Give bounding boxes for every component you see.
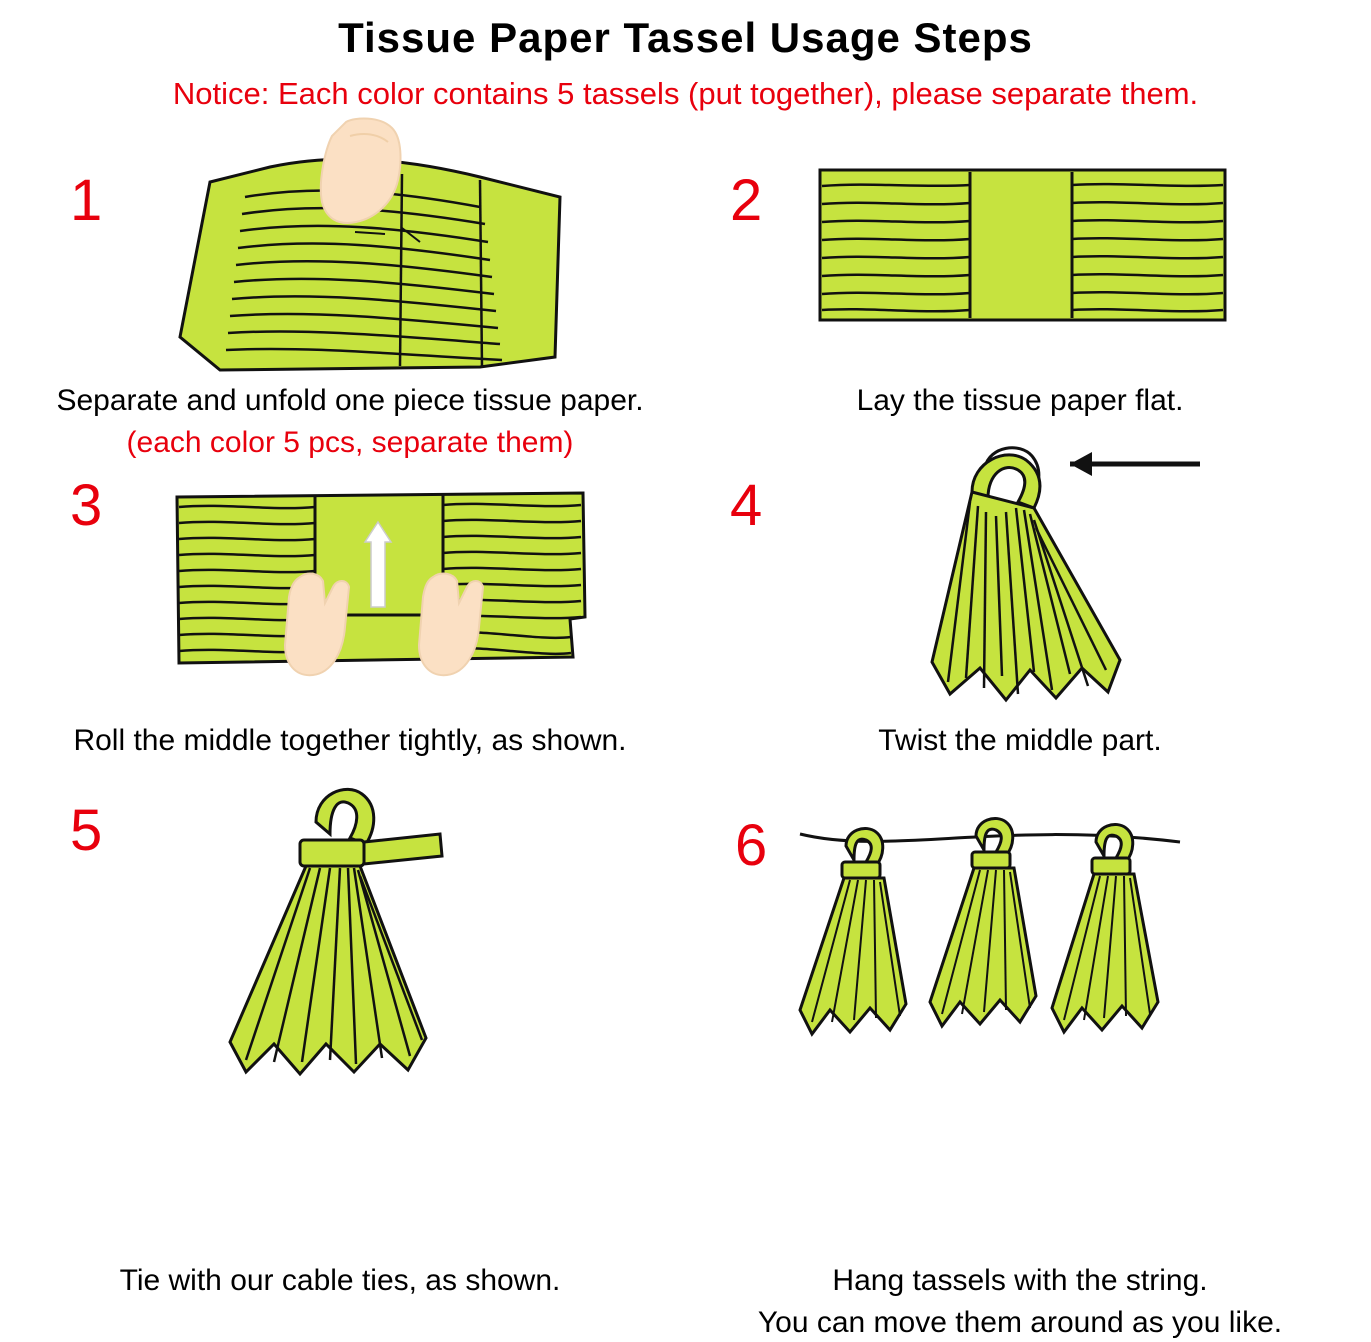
step-illustration-1 <box>150 122 580 382</box>
tassel-3 <box>1052 824 1158 1032</box>
step-illustration-3 <box>165 467 595 727</box>
page-title: Tissue Paper Tassel Usage Steps <box>338 14 1033 61</box>
step-caption-1-sub: (each color 5 pcs, separate them) <box>126 426 574 459</box>
pointer-arrow-icon <box>1070 452 1200 476</box>
step-caption-6-sub: You can move them around as you like. <box>757 1306 1283 1339</box>
step-illustration-4 <box>820 432 1240 722</box>
step-number-5: 5 <box>70 798 103 863</box>
step-illustration-2 <box>810 152 1240 352</box>
step-caption-1: Separate and unfold one piece tissue paper. <box>56 384 644 417</box>
step-number-2: 2 <box>730 168 763 233</box>
step-number-1: 1 <box>70 168 103 233</box>
step-illustration-6 <box>780 812 1200 1112</box>
step-caption-6: Hang tassels with the string. <box>832 1264 1208 1297</box>
notice-text: Notice: Each color contains 5 tassels (put together), please separate them. <box>172 76 1199 111</box>
step-caption-5: Tie with our cable ties, as shown. <box>119 1264 561 1297</box>
step-number-4: 4 <box>730 473 763 538</box>
step-number-6: 6 <box>735 813 768 878</box>
step-caption-3: Roll the middle together tightly, as shown. <box>73 724 627 757</box>
step-illustration-5 <box>190 772 590 1092</box>
step-number-3: 3 <box>70 473 103 538</box>
step-caption-2: Lay the tissue paper flat. <box>856 384 1184 417</box>
tassel-instruction-poster <box>0 6 1371 1339</box>
tassel-1 <box>800 828 906 1034</box>
tassel-2 <box>930 818 1036 1026</box>
step-caption-4: Twist the middle part. <box>878 724 1162 757</box>
cable-tie-icon <box>300 834 442 866</box>
